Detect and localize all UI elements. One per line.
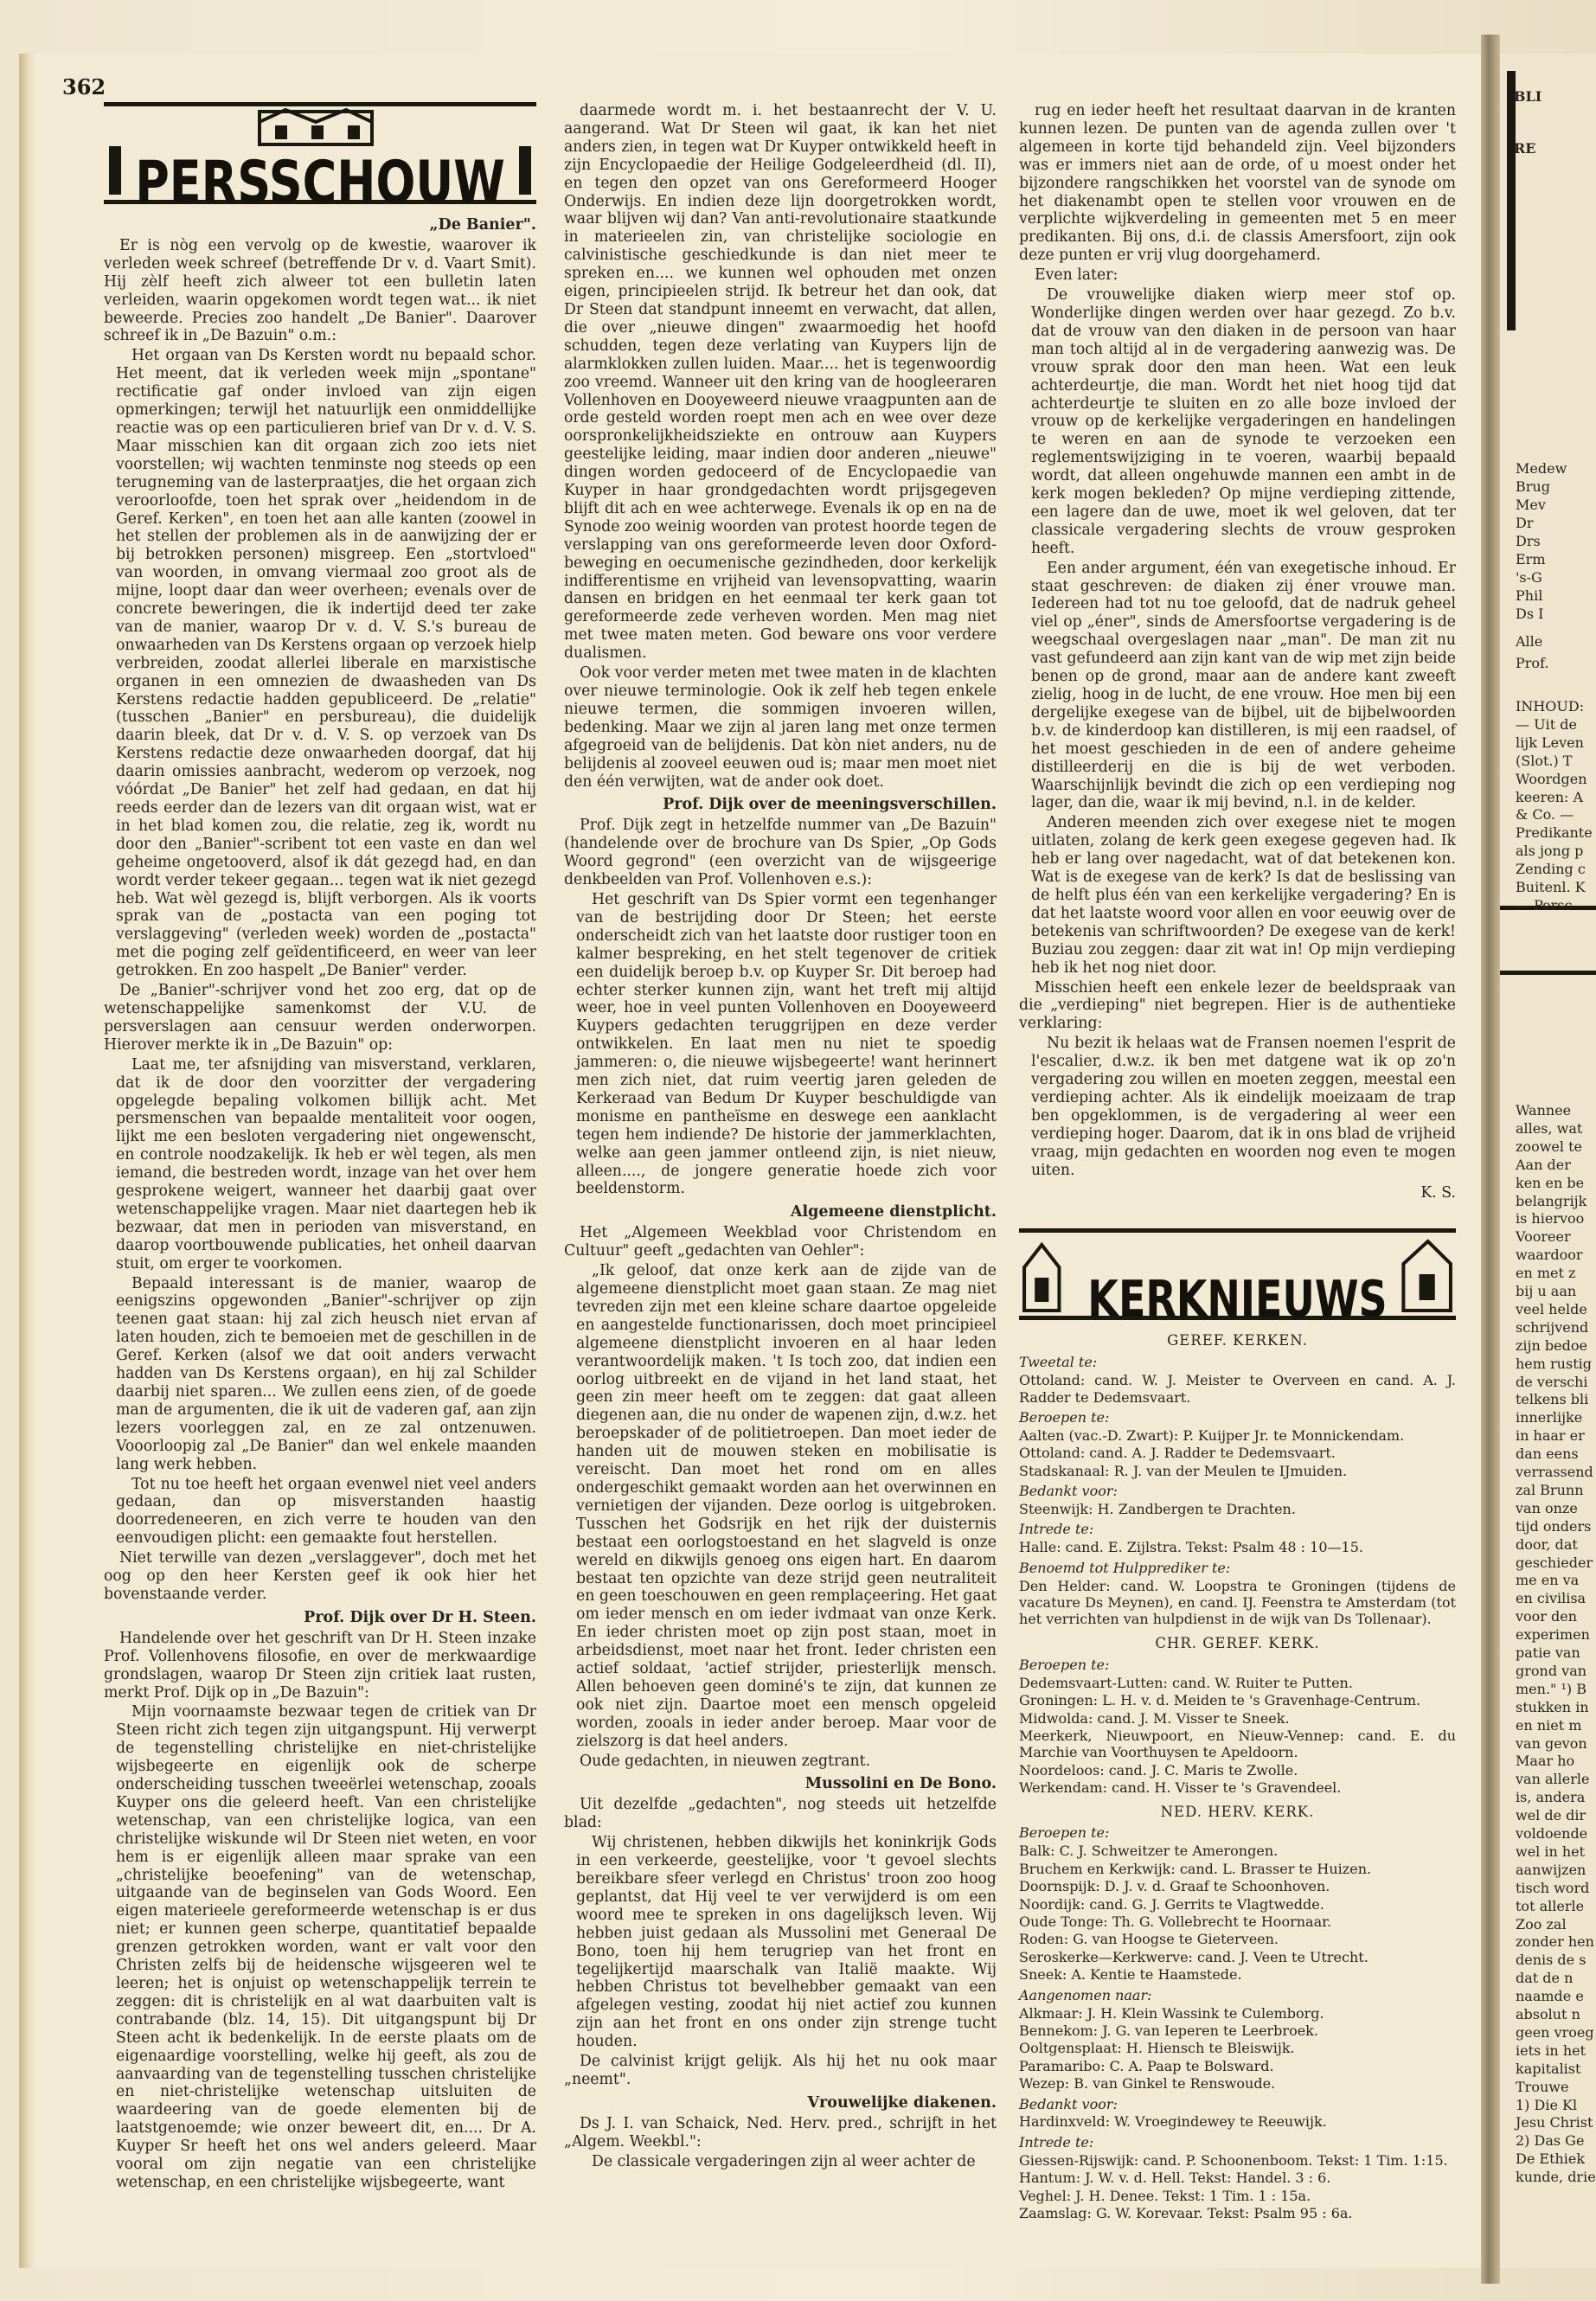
next-page-fragment: kunde, drie — [1516, 2169, 1596, 2186]
next-page-fragment: tijd onders — [1516, 1517, 1592, 1535]
next-page-fragment: kapitalist — [1516, 2060, 1581, 2077]
signature-initials: K. S. — [1420, 1184, 1456, 1202]
next-page-fragment: de verschi — [1516, 1373, 1588, 1390]
quote-paragraph: De classicale vergaderingen zijn al weer achter de — [592, 2152, 976, 2170]
quote-paragraph: De vrouwelijke diaken wierp meer stof op. Wonderlijke dingen werden over haar gezegd. Zo b.v. dat de vrouw van den diaken in de persoon van haar man toch altijd al in de vergadering aanwezig was. De vrouw sprak door den man heen. Wat een leuk achterdeurtje, die man. Wordt het niet hoog tijd dat achterdeurtje te sluiten en zo alle boze invloed der vrouw op de kerkelijke vergaderingen en handelingen te weren en aan de synode te verzoeken een reglementswijziging in te voeren, waarbij bepaald wordt, dat alleen ongehuwde mannen een ambt in de kerk mogen bekleden? Op mijne verdieping zittende, een lagere dan de uwe, moet ik wel geloven, dat ter classicale vergadering slechts de vrouw gesproken heeft. — [1031, 286, 1456, 557]
quote-paragraph: „Ik geloof, dat onze kerk aan de zijde van de algemeene dienstplicht moet gaan staan. Ze mag niet tevreden zijn met een kleine schare daartoe opgeleide en aangestelde functionarissen, doch moet principieel algemeene dienstplicht invoeren en al haar leden verantwoordelijk maken. 't Is toch zoo, dat indien een oorlog uitbreekt en de vijand in het land staat, het geen zin meer heeft om te zeggen: dat gaat alleen diegenen aan, die nu onder de wapenen zijn, d.w.z. het beroepskader of de politietroepen. Dan moet ieder de handen uit de mouwen steken en mobilisatie is vereischt. Dan moet het rond om en alles ondergeschikt gemaakt worden aan het overwinnen en vernietigen der vijanden. Deze oorlog is uitgebroken. Tusschen het Godsrijk en het rijk der duisternis bestaat een oorlogstoestand en het slagveld is onze wereld en dikwijls genoeg ons eigen hart. En daarom bestaat ten opzichte van deze strijd geen neutraliteit en geen toeschouwen en geen remplaçeering. Het gaat om ieder mensch en om ieder ivdmaat van onze Kerk. En ieder christen moet op zijn post staan, moet in arbeidsdienst, moet naar het front. Ieder christen een actief soldaat, 'actief strijder, priesterlijk mensch. Allen behoeven geen dominé's te zijn, dat kunnen ze ook niet zijn. Daartoe moet een mensch opgeleid worden, zooals in ieder ander beroep. Maar voor de zielszorg is dat heel anders. — [576, 1262, 997, 1750]
next-page-fragment: Wannee — [1516, 1102, 1572, 1118]
kerknieuws-banner-text: KERKNIEUWS — [1087, 1269, 1388, 1329]
section-heading: „De Banier". — [429, 216, 536, 234]
news-item: Seroskerke—Kerkwerve: cand. J. Veen te Utrecht. — [1019, 1948, 1368, 1965]
next-page-fragment: denis de s — [1516, 1952, 1586, 1969]
next-page-fragment: van gevon — [1516, 1734, 1587, 1752]
next-page-fragment: & Co. — — [1516, 806, 1574, 824]
next-page-fragment: zoowel te — [1516, 1138, 1582, 1155]
next-page-fragment: — Persc — [1516, 896, 1573, 913]
column-2 — [564, 102, 997, 2173]
paragraph: rug en ieder heeft het resultaat daarvan in de kranten kunnen lezen. De punten van de agenda zullen over 't algemeen in korte tijd behandeld zijn. Veel bijzonders was er immers niet aan de orde, of u moest onder het bijzondere rangschikken het voorstel van de synode om het diakenambt open te stellen voor vrouwen en de verplichte wijkverdeling in gemeenten met 5 en meer predikanten. Bij ons, d.i. de classis Amersfoort, zijn ook deze punten er vrij vlug doorgehamerd. — [1019, 102, 1456, 265]
next-page-fragment: Aan der — [1516, 1156, 1571, 1173]
next-page-fragment: voor den — [1516, 1608, 1578, 1625]
news-subheading: Benoemd tot Hulpprediker te: — [1019, 1559, 1231, 1576]
church-heading: CHR. GEREF. KERK. — [1155, 1634, 1320, 1651]
next-page-fragment: Alle — [1516, 633, 1543, 650]
church-heading: GEREF. KERKEN. — [1167, 1332, 1308, 1349]
next-page-fragment: geschieder — [1516, 1554, 1593, 1571]
book-gutter — [1481, 35, 1500, 2284]
news-item: Groningen: L. H. v. d. Meiden te 's Gravenhage-Centrum. — [1019, 1692, 1421, 1709]
paragraph: Misschien heeft een enkele lezer de beeldspraak van die „verdieping" niet begrepen. Hier is de authentieke verklaring: — [1019, 978, 1456, 1033]
next-page-fragment: Prof. — [1516, 655, 1549, 671]
paragraph: Ook voor verder meten met twee maten in de klachten over nieuwe terminologie. Ook ik zelf heb tegen enkele nieuwe termen, die sommigen invoeren willen, bedenking. Maar we zijn al jaren lang met onze termen afgegroeid van de belijdenis. Dat kòn niet anders, nu de belijdenis al zooveel eeuwen oud is; maar men moet niet den één verwijten, wat de ander ook doet. — [564, 664, 997, 791]
news-item: Noordeloos: cand. J. C. Maris te Zwolle. — [1019, 1761, 1298, 1779]
next-page-fragment: en niet m — [1516, 1716, 1582, 1734]
section-heading: Prof. Dijk over Dr H. Steen. — [304, 1608, 536, 1626]
next-page-fragment: door, dat — [1516, 1535, 1578, 1553]
quote-paragraph: Het orgaan van Ds Kersten wordt nu bepaald schor. Het meent, dat ik verleden week mijn „spontane" rectificatie gaf onder invloed van zijn eigen opmerkingen; terwijl het natuurlijk een onmiddellijke reactie was op een particulieren brief van Dr v. d. V. S. Maar misschien kan dit orgaan zich zoo iets niet voorstellen; wij wachten tenminste nog steeds op een terugneming van de lasterpraatjes, die het orgaan zich veroorloofde, toen het sprak over „heidendom in de Geref. Kerken", en toen het aan alle kanten (zoowel in het stellen der problemen als in de aanwijzing der er bij betrokken personen) misgreep. Een „stortvloed" van woorden, in omvang viermaal zoo groot als de mijne, loopt daar dan weer overheen; evenals over de concrete beweringen, die ik indertijd deed ter zake van de manier, waarop Dr v. d. V. S.'s bureau de onwaarheden van Ds Kerstens orgaan op verzoek hielp verbreiden, zoodat allerlei liberale en marxistische organen in een omnezien de dwaasheden van Ds Kerstens redactie hadden gepubliceerd. De „relatie" (tusschen „Banier" en persbureau), die duidelijk daarin bleek, dat Dr v. d. V. S. op verzoek van Ds Kerstens redactie deze onwaarheden doorgaf, dat hij daarin omissies aanbracht, wederom op verzoek, nog vóórdat „De Banier" het zelf had gedaan, en dat hij reeds eerder dan de lezers van dit orgaan wist, wat er in het blad komen zou, die relatie, zeg ik, wordt nu door den „Banier"-scribent tot een vaste en dan wel geheime ongetooverd, alsof ik dát gezegd had, en dan wordt verder tekeer gegaan... tegen wat ik niet gezegd heb. Wat wèl gezegd is, blijft verborgen. Als ik voorts sprak van de „postacta van een poging tot verslaggeving" (verleden week) worden de „postacta" met die poging zelf geïdentificeerd, en weer van leer getrokken. En zoo haspelt „De Banier" verder. — [116, 347, 536, 980]
next-page-fragment: schrijvend — [1516, 1318, 1589, 1336]
news-item: Sneek: A. Kentie te Haamstede. — [1019, 1966, 1242, 1984]
next-page-fragment: Erm — [1516, 551, 1546, 567]
news-subheading: Aangenomen naar: — [1019, 1986, 1152, 2003]
next-page-fragment: van onze — [1516, 1499, 1578, 1516]
next-page-fragment: en civilisa — [1516, 1590, 1586, 1607]
next-page-fragment: Maar ho — [1516, 1753, 1575, 1770]
news-item: Halle: cand. E. Zijlstra. Tekst: Psalm 48 : 10—15. — [1019, 1539, 1363, 1556]
quote-paragraph: Laat me, ter afsnijding van misverstand, verklaren, dat ik de door den voorzitter der vergadering opgelegde bepaling volkomen billijk acht. Met persmenschen van bepaalde mentaliteit voor oogen, lijkt me een besloten vergadering niet ongewenscht, en controle noodzakelijk. Ik heb er wèl tegen, als men iemand, die bestreden wordt, inzage van het over hem gesprokene weigert, wanneer het daarbij gaat over wetenschappelijke vragen. Maar niet daartegen heb ik bezwaar, dat men in perioden van misverstand, en daarop voortbouwende publicaties, het onheil daarvan stuit, om erger te voorkomen. — [116, 1055, 536, 1272]
news-item: Stadskanaal: R. J. van der Meulen te IJmuiden. — [1019, 1462, 1348, 1479]
news-item: Den Helder: cand. W. Loopstra te Groningen (tijdens de vacature Ds Meynen), en cand. IJ. Feenstra te Amsterdam (tot het verrichten van hulpdienst in de wijk van Ds Tollenaar). — [1019, 1577, 1456, 1628]
next-page-fragment: Brug — [1516, 478, 1550, 495]
next-page-fragment: 's-G — [1516, 569, 1542, 586]
news-item: Werkendam: cand. H. Visser te 's Gravendeel. — [1019, 1779, 1342, 1797]
next-page-fragment: grond van — [1516, 1662, 1587, 1679]
next-page-fragment: naamde e — [1516, 1988, 1584, 2005]
quote-paragraph: Tot nu toe heeft het orgaan evenwel niet veel anders gedaan, dan op misverstanden haastig doorredeneeren, en zich verre te houden van den eenvoudigen plicht: een gemaakte fout herstellen. — [116, 1475, 536, 1548]
perschouw-banner — [104, 102, 536, 217]
next-page-masthead — [1507, 71, 1596, 330]
paragraph: Er is nòg een vervolg op de kwestie, waarover ik verleden week schreef (betreffende Dr v. d. Vaart Smit). Hij zèlf heeft zich alweer tot een bulletin laten verleiden, waarin opgekomen wordt tegen wat... ik niet beweerde. Precies zoo handelt „De Banier". Daarover schreef ik in „De Bazuin" o.m.: — [104, 236, 536, 345]
news-item: Ottoland: cand. W. J. Meister te Overveen en cand. A. J. Radder te Dedemsvaart. — [1019, 1372, 1456, 1406]
paragraph: De calvinist krijgt gelijk. Als hij het nu ook maar „neemt". — [564, 2053, 997, 2088]
quote-paragraph: Nu bezit ik helaas wat de Fransen noemen l'esprit de l'escalier, d.w.z. ik ben met datgene wat ik op zo'n vergadering zou willen en moeten zeggen, meestal een verdieping achter. Als ik eindelijk moeizaam de trap ben opgeklommen, is de vergadering al weer een verdieping hoger. Daarom, dat ik in ons blad de vrijheid vraag, mijn gedachten en woorden nog even te mogen uiten. — [1031, 1035, 1456, 1179]
paragraph: Het „Algemeen Weekblad voor Christendom en Cultuur" geeft „gedachten van Oehler": — [564, 1224, 997, 1260]
next-page-fragment: aanwijzen — [1516, 1861, 1586, 1878]
column-1 — [104, 102, 536, 2194]
news-subheading: Intrede te: — [1019, 1521, 1094, 1538]
section-heading: Algemeene dienstplicht. — [790, 1203, 997, 1221]
perschouw-banner-text: PERSSCHOUW — [135, 148, 505, 217]
next-page-fragment: BLI — [1514, 88, 1542, 105]
quote-paragraph: Anderen meenden zich over exegese niet te mogen uitlaten, zolang de kerk geen exegese gegeven had. Ik heb er lang over nagedacht, wat of dat betekenen kon. Wat is de exegese van de kerk? Is dat de beslissing van de helft plus één van een kerkelijke vergadering? En is dat het laatste woord voor allen en voor eeuwig over de betekenis van schriftwoorden? De exegese van de kerk! Buziau zou zeggen: daar zit wat in! Op mijn verdieping heb ik het nog niet door. — [1031, 814, 1456, 977]
next-page-fragment: Mev — [1516, 497, 1546, 513]
next-page-fragment: INHOUD: — [1516, 698, 1585, 715]
next-page-fragment: stukken in — [1516, 1698, 1589, 1715]
quote-paragraph: Mijn voornaamste bezwaar tegen de critiek van Dr Steen richt zich tegen zijn uitgangspunt. Hij verwerpt de tegenstelling christelijke en niet-christelijke wijsbegeerte en eigenlijk ook de scherpe onderscheiding tusschen tweeërlei wetenschap, zooals Kuyper ons die geleerd heeft. Van een christelijke wetenschap, van een christelijke logica, van een christelijke wiskunde wil Dr Steen niet weten, en voor hem is er eigenlijk alleen maar sprake van een „christelijke beoefening" van de wetenschap, uitgaande van de beginselen van Gods Woord. Een eigen materieele gereformeerde wetenschap is er dus niet; er kunnen geen scherpe, quantitatief bepaalde grenzen getrokken worden, want er valt voor den Christen zelfs bij de heidensche wijsgeeren wel te leeren; het is onjuist op wetenschappelijk terrein te zeggen: dit is christelijk en al wat daarbuiten valt is contrabande (blz. 14, 15). Dit uitgangspunt bij Dr Steen acht ik bedenkelijk. In de eerste plaats om de eigenaardige voorstelling, welke hij geeft, als zou de aanvaarding van de tegenstelling tusschen christelijke en niet-christelijke wetenschap uitsluiten de waardeering van de goede elementen bij de laatstgenoemde; wie onzer beweert dit, en.... Dr A. Kuyper Sr heeft het ons wel anders geleerd. Maar vooral om zijn negatie van een christelijke wetenschap, en een christelijke wijsbegeerte, want — [116, 1703, 536, 2191]
quote-paragraph: Wij christenen, hebben dikwijls het koninkrijk Gods in een verkeerde, geestelijke, voor 't gevoel slechts bereikbare sfeer verlegd en Christus' troon zoo hoog geplantst, dat Hij veel te ver verwijderd is om een woord mee te spreken in ons dagelijksch leven. Wij hebben juist gedaan als Mussolini met Generaal De Bono, toen hij hem terugriep van het front en tegelijkertijd maarschalk van Italië maakte. Wij hebben Christus tot bevelhebber gemaakt van een afgelegen vesting, zoodat hij niet actief zou kunnen zijn aan het front en ons onder zijn strenge tucht houden. — [576, 1834, 997, 2051]
news-subheading: Beroepen te: — [1019, 1409, 1110, 1426]
next-page-fragment: belangrijk — [1516, 1192, 1587, 1209]
next-page-fragment: zonder hen — [1516, 1933, 1594, 1951]
column-3 — [1019, 102, 1456, 2222]
next-page-fragment: Predikante — [1516, 824, 1593, 842]
section-heading: Vrouwelijke diakenen. — [807, 2093, 997, 2112]
next-page-fragment: Zoo zal — [1516, 1915, 1567, 1932]
next-page-fragment: alles, wat — [1516, 1119, 1583, 1137]
next-page-fragment: Vooreer — [1516, 1228, 1571, 1246]
church-heading: NED. HERV. KERK. — [1160, 1803, 1315, 1820]
news-item: Oude Tonge: Th. G. Vollebrecht te Hoornaar. — [1019, 1913, 1332, 1930]
news-subheading: Tweetal te: — [1019, 1354, 1098, 1371]
news-item: Ottoland: cand. A. J. Radder te Dedemsvaart. — [1019, 1445, 1336, 1462]
news-item: Alkmaar: J. H. Klein Wassink te Culemborg. — [1019, 2004, 1324, 2022]
next-page-fragment: ken en be — [1516, 1174, 1585, 1191]
next-page-fragment: telkens bli — [1516, 1391, 1589, 1408]
news-item: Wezep: B. van Ginkel te Renswoude. — [1019, 2075, 1276, 2093]
news-item: Hantum: J. W. v. d. Hell. Tekst: Handel. 3 : 6. — [1019, 2170, 1331, 2187]
news-subheading: Bedankt voor: — [1019, 1483, 1118, 1500]
next-page-fragment: bij u aan — [1516, 1283, 1577, 1299]
next-page-fragment: waardoor — [1516, 1247, 1583, 1264]
next-page-fragment: verrassend — [1516, 1464, 1593, 1480]
next-page-fragment: is, andera — [1516, 1789, 1586, 1806]
next-page-fragment: als jong p — [1516, 843, 1584, 860]
news-item: Bruchem en Kerkwijk: cand. L. Brasser te Huizen. — [1019, 1860, 1372, 1877]
news-item: Bennekom: J. G. van Ieperen te Leerbroek. — [1019, 2022, 1318, 2039]
section-heading: Mussolini en De Bono. — [804, 1775, 997, 1793]
next-page-fragment: Zending c — [1516, 861, 1586, 878]
news-item: Zaamslag: G. W. Korevaar. Tekst: Psalm 95 : 6a. — [1019, 2204, 1353, 2221]
next-page-fragment: in haar er — [1516, 1427, 1585, 1445]
next-page-fragment: iets in het — [1516, 2041, 1586, 2059]
next-page-fragment: wel in het — [1516, 1843, 1586, 1860]
next-page-fragment: geen vroeg — [1516, 2023, 1594, 2041]
next-page-fragment: keeren: A — [1516, 788, 1584, 805]
paragraph: Even later: — [1035, 266, 1118, 285]
next-page-fragment: Buitenl. K — [1516, 879, 1586, 895]
next-page-fragment: tot allerle — [1516, 1897, 1585, 1914]
next-page-fragment: veel helde — [1516, 1300, 1587, 1317]
next-page-fragment: Trouwe — [1516, 2078, 1569, 2095]
next-page-fragment: lijk Leven — [1516, 734, 1584, 751]
next-page-fragment: innerlijke — [1516, 1409, 1583, 1426]
kerknieuws-banner — [1019, 1228, 1456, 1329]
news-item: Giessen-Rijswijk: cand. P. Schoonenboom. Tekst: 1 Tim. 1:15. — [1019, 2151, 1448, 2169]
next-page-fragment: dan eens — [1516, 1445, 1579, 1463]
next-page-fragment: Dr — [1516, 515, 1534, 531]
next-page-fragment: Ds I — [1516, 606, 1544, 622]
news-subheading: Beroepen te: — [1019, 1824, 1110, 1842]
next-page-fragment: en met z — [1516, 1265, 1576, 1282]
next-page-fragment: absolut n — [1516, 2006, 1580, 2022]
paragraph: Niet terwille van dezen „verslaggever", doch met het oog op den heer Kersten geef ik ook hier het bovenstaande verder. — [104, 1549, 536, 1603]
next-page-fragment: is hiervoo — [1516, 1210, 1585, 1227]
next-page-fragment: tisch word — [1516, 1879, 1590, 1896]
next-page-edge — [1500, 54, 1596, 2268]
news-item: Dedemsvaart-Lutten: cand. W. Ruiter te Putten. — [1019, 1674, 1353, 1691]
next-page-fragment: Phil — [1516, 587, 1543, 604]
section-heading: Prof. Dijk over de meeningsverschillen. — [663, 796, 997, 814]
paragraph: Oude gedachten, in nieuwen zegtrant. — [580, 1752, 871, 1770]
next-page-fragment: (Slot.) T — [1516, 752, 1573, 769]
news-item: Midwolda: cand. J. M. Visser te Sneek. — [1019, 1709, 1290, 1727]
next-page-fragment: — Uit de — [1516, 715, 1577, 733]
news-item: Aalten (vac.-D. Zwart): P. Kuijper Jr. te Monnickendam. — [1019, 1426, 1405, 1444]
paragraph: De „Banier"-schrijver vond het zoo erg, dat op de wetenschappelijke samenkomst der V.U. de persverslagen aan censuur werden onderworpen. Hierover merkte ik in „De Bazuin" op: — [104, 982, 536, 1054]
news-item: Hardinxveld: W. Vroegindewey te Reeuwijk. — [1019, 2113, 1327, 2131]
news-item: Meerkerk, Nieuwpoort, en Nieuw-Vennep: cand. E. du Marchie van Voorthuysen te Apeldoorn. — [1019, 1727, 1456, 1761]
next-page-fragment: voldoende — [1516, 1825, 1588, 1842]
next-page-banner — [1500, 906, 1596, 975]
quote-paragraph: Het geschrift van Ds Spier vormt een tegenhanger van de bestrijding door Dr Steen; het eerste onderscheidt zich van het laatste door rustiger toon en kalmer bespreking, en het stelt tegenover de critiek een duidelijk beroep b.v. op Kuyper Sr. Dit beroep had echter sterker kunnen zijn, want het treft mij altijd weer, hoe in veel punten Vollenhoven en Dooyeweerd Kuypers gedachten teruggrijpen en deze verder ontwikkelen. En laat men nu niet te spoedig jammeren: o, die nieuwe wijsbegeerte! want herinnert men zich niet, dat ruim veertig jaren geleden de Kerkeraad van Bedum Dr Kuyper beschuldigde van monisme en pantheïsme en deswege een aanklacht tegen hem indiende? De historie der jammerklachten, welke aan geen jammer ontleend zijn, is niet nieuw, alleen...., de jongere generatie hoede zich voor beeldenstorm. — [576, 890, 997, 1198]
next-page-fragment: Medew — [1516, 460, 1567, 477]
next-page-fragment: wel de dir — [1516, 1807, 1586, 1824]
next-page-fragment: De Ethiek — [1516, 2150, 1586, 2168]
paragraph: Uit dezelfde „gedachten", nog steeds uit hetzelfde blad: — [564, 1796, 997, 1832]
paragraph: Handelende over het geschrift van Dr H. Steen inzake Prof. Vollenhovens filosofie, en over de merkwaardige grondslagen, waarop Dr Steen zijn critiek laat rusten, merkt Prof. Dijk op in „De Bazuin": — [104, 1629, 536, 1702]
paragraph: Prof. Dijk zegt in hetzelfde nummer van „De Bazuin" (handelende over de brochure van Ds Spier, „Op Gods Woord gegrond" (een overzicht van de wijsgeerige denkbeelden van Prof. Vollenhoven e.s.): — [564, 817, 997, 889]
quote-paragraph: Een ander argument, één van exegetische inhoud. Er staat geschreven: de diaken zij éner vrouwe man. Iedereen had tot nu toe geloofd, dat de nadruk geheel viel op „éner", sinds de Amersfoortse vergadering is de weegschaal overgeslagen naar „man". De man zit nu vast gefundeerd aan zijn kant van de wip met zijn beide benen op de grond, maar aan de andere kant zweeft zielig, hoog in de lucht, de ene vrouw. Hoe men bij een dergelijke exegese van de bijbel, uit de bijbelwoorden b.v. de kinderdoop kan distilleren, is mij een raadsel, of het moest geschieden in de een of andere geheime distilleerderij en die is bij de wet verboden. Waarschijnlijk bevindt die zich op een verdieping nog lager, dan die, waar ik mij bevind, n.l. in de kelder. — [1031, 559, 1456, 812]
next-page-fragment: experimen — [1516, 1626, 1590, 1644]
next-page-fragment: dat de n — [1516, 1970, 1574, 1987]
news-subheading: Bedankt voor: — [1019, 2095, 1118, 2112]
news-item: Ooltgensplaat: H. Hiensch te Bleiswijk. — [1019, 2040, 1295, 2057]
next-page-fragment: RE — [1514, 140, 1536, 157]
next-page-fragment: 2) Das Ge — [1516, 2132, 1585, 2150]
next-page-fragment: zal Brunn — [1516, 1481, 1584, 1498]
next-page-fragment: Drs — [1516, 533, 1541, 549]
news-item: Steenwijk: H. Zandbergen te Drachten. — [1019, 1501, 1296, 1518]
next-page-fragment: men." ¹) B — [1516, 1680, 1586, 1697]
next-page-fragment: zijn bedoe — [1516, 1336, 1587, 1354]
news-item: Noordijk: cand. G. J. Gerrits te Vlagtwedde. — [1019, 1895, 1324, 1913]
news-item: Veghel: J. H. Denee. Tekst: 1 Tim. 1 : 15a. — [1019, 2187, 1311, 2204]
news-item: Balk: C. J. Schweitzer te Amerongen. — [1019, 1843, 1279, 1860]
news-item: Roden: G. van Hoogse te Gieterveen. — [1019, 1931, 1279, 1948]
next-page-fragment: me en va — [1516, 1572, 1580, 1589]
news-item: Doornspijk: D. J. v. d. Graaf te Schoonhoven. — [1019, 1878, 1330, 1895]
page-number: 362 — [62, 74, 106, 99]
paragraph: daarmede wordt m. i. het bestaanrecht der V. U. aangerand. Wat Dr Steen wil gaat, ik kan het niet anders zien, in tegen wat Dr Kuyper ontwikkeld heeft in zijn Encyclopaedie der Heilige Godgeleerdheid (dl. II), en tegen den opzet van ons Gereformeerd Hooger Onderwijs. En indien deze lijn doorgetrokken wordt, waar blijven wij dan? Van anti-revolutionaire staatkunde in materieelen zin, van christelijke sociologie en calvinistische geschiedkunde is dan niet meer te spreken en.... we kunnen wel ophouden met onzen eigen, principieelen strijd. Ik betreur het dan ook, dat Dr Steen dat standpunt inneemt en verwacht, dat allen, die over „nieuwe dingen" zwaarmoedig het hoofd schudden, tegen deze verlating van Kuypers lijn de alarmklokken zullen luiden. Maar.... het is tegenwoordig zoo vreemd. Wanneer uit den kring van de hoogleeraren Vollenhoven en Dooyeweerd nieuwe vraagpunten aan de orde gesteld worden roept men ach en wee over deze oorspronkelijkheidsziekte en ontrouw aan Kuypers geestelijke leiding, maar indien door anderen „nieuwe" dingen worden gedoceerd of de Encyclopaedie van Kuyper in haar grondgedachten wordt prijsgegeven blijft dit ach en wee achterwege. Evenals ik op en na de Synode zoo weinig woorden van protest hoorde tegen de verslapping van ons gereformeerde leven door Oxford-beweging en oecumenische gezindheden, door kerkelijk indifferentisme en vrijheid van levensopvatting, waarin dansen en bridgen en het eenmaal ter kerk gaan tot gereformeerde zede verheven worden. Men mag niet met twee maten meten. God beware ons voor verdere dualismen. — [564, 102, 997, 663]
next-page-fragment: van allerle — [1516, 1771, 1590, 1788]
news-subheading: Beroepen te: — [1019, 1656, 1110, 1673]
next-page-fragment: hem rustig — [1516, 1355, 1592, 1372]
next-page-fragment: Woordgen — [1516, 770, 1587, 787]
news-item: Paramaribo: C. A. Paap te Bolsward. — [1019, 2057, 1274, 2074]
quote-paragraph: Bepaald interessant is de manier, waarop de eenigszins opgewonden „Banier"-schrijver op zijn teenen gaat staan: hij zal zich heusch niet ervan af laten houden, zich te bemoeien met de geschillen in de Geref. Kerken (alsof we dat ooit anders verwacht hadden van Ds Kerstens orgaan), en hij zal Schilder daarbij niet sparen... We zullen eens zien, of de goede man de argumenten, die ik uit de vaderen gaf, aan zijn lezers voorleggen zal, en ze zal ontzenuwen. Vooorloopig zal „De Banier" dan wel enkele maanden lang werk hebben. — [116, 1274, 536, 1473]
next-page-fragment: Jesu Christ — [1516, 2114, 1593, 2131]
next-page-fragment: patie van — [1516, 1644, 1580, 1661]
next-page-fragment: 1) Die Kl — [1516, 2096, 1578, 2113]
paragraph: Ds J. I. van Schaick, Ned. Herv. pred., schrijft in het „Algem. Weekbl.": — [564, 2114, 997, 2150]
news-subheading: Intrede te: — [1019, 2133, 1094, 2150]
